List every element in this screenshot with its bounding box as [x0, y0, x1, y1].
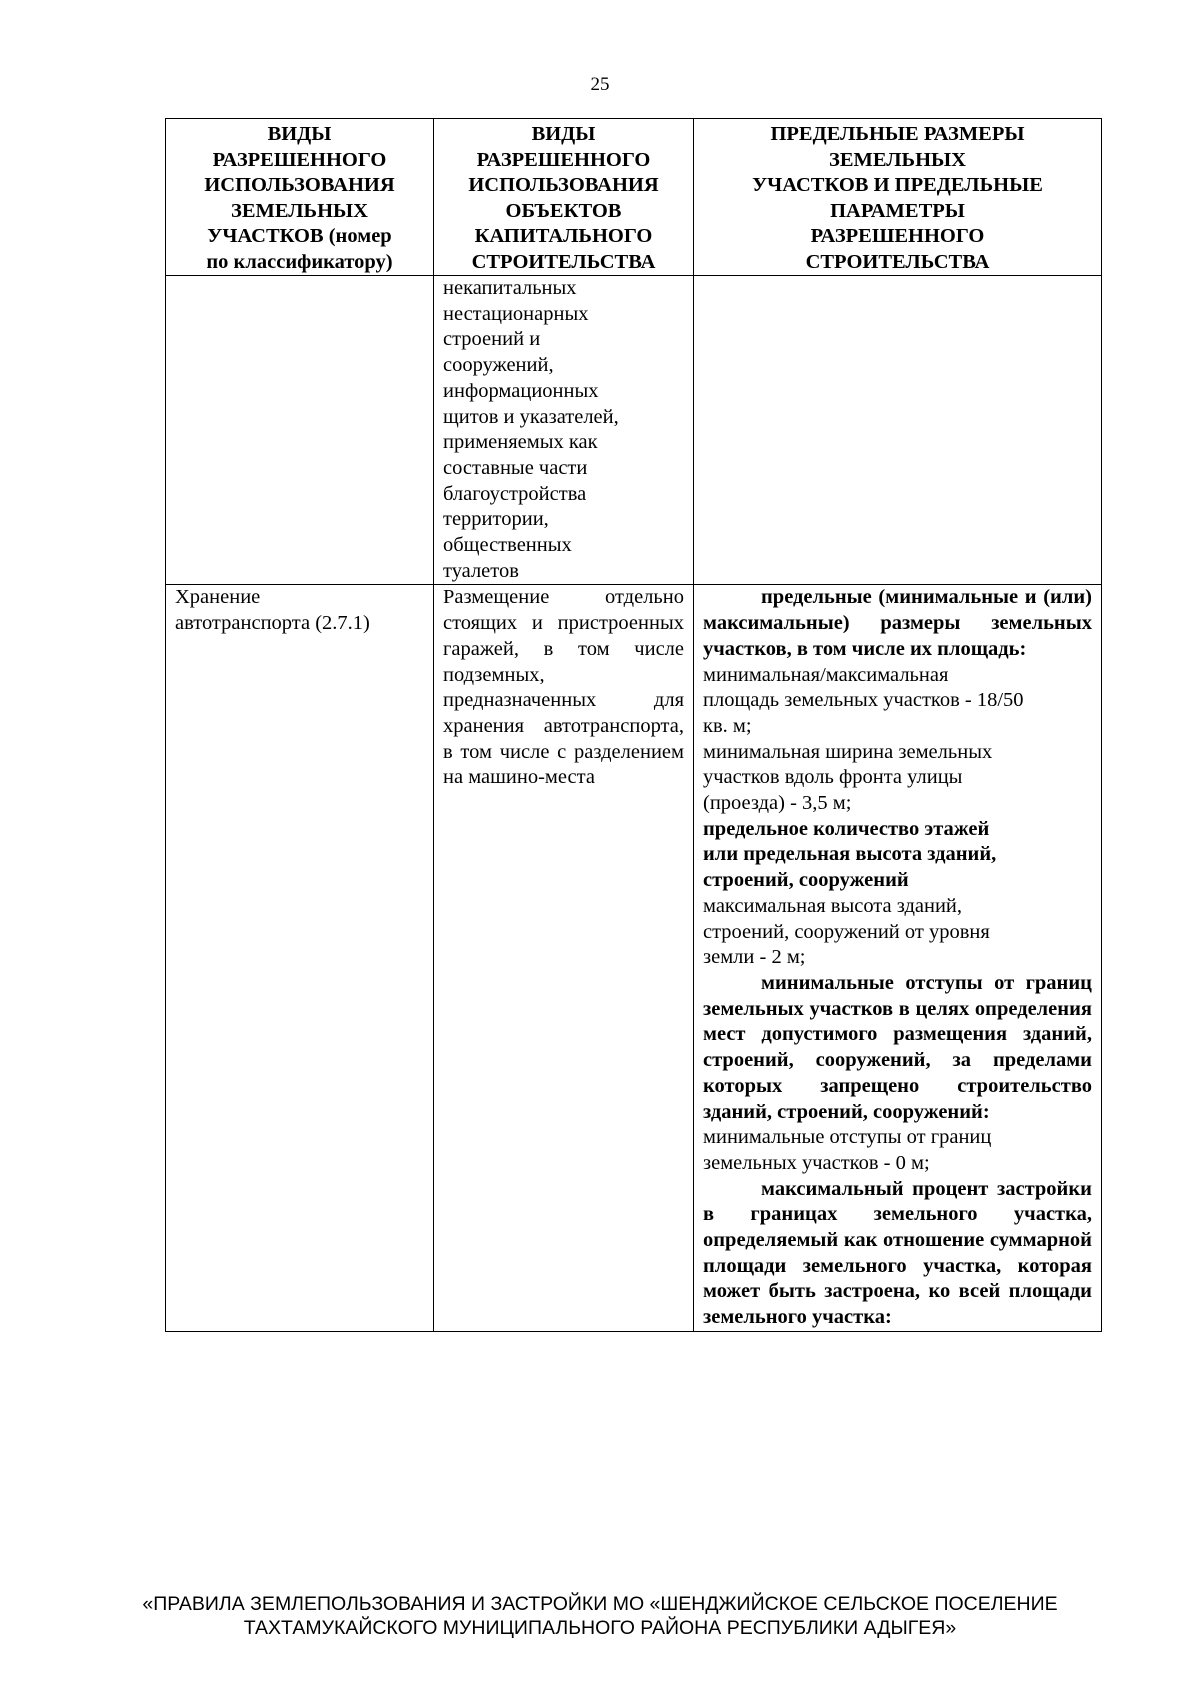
header-land-use-types: ВИДЫ РАЗРЕШЕННОГО ИСПОЛЬЗОВАНИЯ ЗЕМЕЛЬНЫХ УЧАСТКОВ (номер по классификатору)	[166, 119, 434, 276]
footer-line-2: ТАХТАМУКАЙСКОГО МУНИЦИПАЛЬНОГО РАЙОНА РЕСПУБЛИКИ АДЫГЕЯ»	[243, 1617, 957, 1639]
table-header-row	[166, 119, 1102, 276]
row1-col3-cell	[694, 276, 1102, 585]
regulations-table	[165, 118, 1102, 1332]
floors-height-heading-3: строений, сооружений	[703, 869, 909, 892]
document-footer	[0, 1592, 1200, 1640]
min-max-sizes-heading: предельные (минимальные и (или) максимальные) размеры земельных участков, в том числе их площадь:	[703, 586, 1092, 660]
floors-height-heading-1: предельное количество этажей	[703, 817, 990, 840]
row2-col3-cell: предельные (минимальные и (или) максимальные) размеры земельных участков, в том числе их площадь: минимальная/максимальная площадь земельных участков - 18/50 кв. м; минимальная ширина земельных участков вдоль фронта улицы (проезда) - 3,5 м; предельное количество этажей или предельная высота зданий, строений, сооружений максимальная высота зданий, строений, сооружений от уровня земли - 2 м; минимальные отступы от границ земельных участков в целях определения мест допустимого размещения зданий, строений, сооружений, за пределами которых запрещено строительство зданий, строений, сооружений: минимальные отступы от границ земельных участков - 0 м; максимальный процент застройки в границах земельного участка, определяемый как отношение суммарной площади земельного участка, которая может быть застроена, ко всей площади земельного участка:	[694, 585, 1102, 1331]
floors-height-heading-2: или предельная высота зданий,	[703, 843, 997, 866]
header-limit-parameters: ПРЕДЕЛЬНЫЕ РАЗМЕРЫ ЗЕМЕЛЬНЫХ УЧАСТКОВ И ПРЕДЕЛЬНЫЕ ПАРАМЕТРЫ РАЗРЕШЕННОГО СТРОИТЕЛЬСТВА	[694, 119, 1102, 276]
table-row	[166, 585, 1102, 1331]
row1-col2-cell: некапитальных нестационарных строений и сооружений, информационных щитов и указателей, применяемых как составные части благоустройства территории, общественных туалетов	[434, 276, 694, 585]
footer-line-1: «ПРАВИЛА ЗЕМЛЕПОЛЬЗОВАНИЯ И ЗАСТРОЙКИ МО «ШЕНДЖИЙСКОЕ СЕЛЬСКОЕ ПОСЕЛЕНИЕ	[142, 1593, 1058, 1615]
row2-col1-cell: Хранение автотранспорта (2.7.1)	[166, 585, 434, 1331]
table-row	[166, 276, 1102, 585]
max-coverage-heading: максимальный процент застройки в границах земельного участка, определяемый как отношение суммарной площади земельного участка, которая может быть застроена, ко всей площади земельного участка:	[703, 1177, 1092, 1329]
row2-col2-cell: Размещение отдельно стоящих и пристроенных гаражей, в том числе подземных, предназначенных для хранения автотранспорта, в том числе с разделением на машино-места	[434, 585, 694, 1331]
header-construction-use-types: ВИДЫ РАЗРЕШЕННОГО ИСПОЛЬЗОВАНИЯ ОБЪЕКТОВ КАПИТАЛЬНОГО СТРОИТЕЛЬСТВА	[434, 119, 694, 276]
setbacks-heading: минимальные отступы от границ земельных участков в целях определения мест допустимого размещения зданий, строений, сооружений, за пределами которых запрещено строительство зданий, строений, сооружений:	[703, 971, 1092, 1123]
page-number: 25	[590, 74, 610, 95]
row1-col1-cell	[166, 276, 434, 585]
